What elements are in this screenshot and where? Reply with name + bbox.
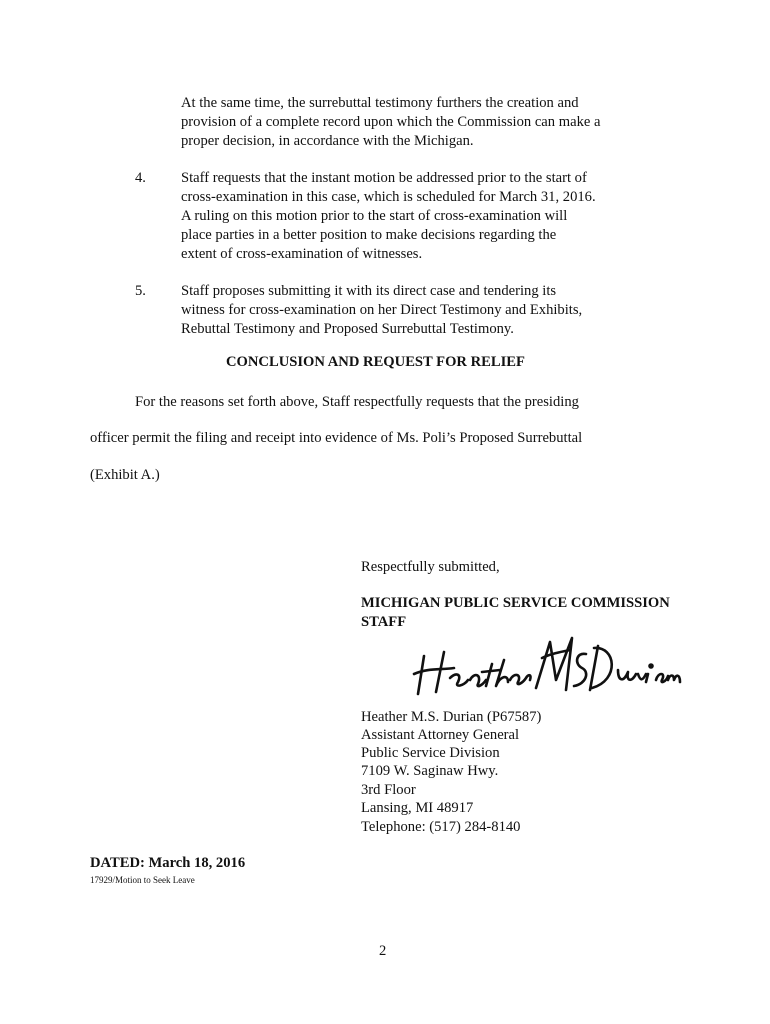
organization-name: MICHIGAN PUBLIC SERVICE COMMISSION STAFF xyxy=(361,595,670,630)
document-code: 17929/Motion to Seek Leave xyxy=(90,875,195,885)
dated-line: DATED: March 18, 2016 xyxy=(90,855,246,871)
signer-division: Public Service Division xyxy=(361,745,500,761)
telephone: Telephone: (517) 284-8140 xyxy=(361,819,521,835)
item-5-text: Staff proposes submitting it with its direct case and tendering its witness for cross-examination on her Direct Testimony and Exhibits, Rebuttal Testimony and Proposed Surrebuttal Testimony. xyxy=(181,283,583,337)
page-number: 2 xyxy=(379,943,387,959)
closing-text: Respectfully submitted, xyxy=(361,559,500,575)
item-5-number: 5. xyxy=(135,283,146,299)
address-city: Lansing, MI 48917 xyxy=(361,800,474,816)
conclusion-heading: CONCLUSION AND REQUEST FOR RELIEF xyxy=(226,354,525,370)
conclusion-line-1: For the reasons set forth above, Staff respectfully requests that the presiding xyxy=(135,394,579,410)
conclusion-line-3: (Exhibit A.) xyxy=(90,467,160,483)
conclusion-line-2: officer permit the filing and receipt into evidence of Ms. Poli’s Proposed Surrebuttal xyxy=(90,430,583,446)
signer-name: Heather M.S. Durian (P67587) xyxy=(361,709,542,725)
item-4-number: 4. xyxy=(135,170,146,186)
continuation-paragraph: At the same time, the surrebuttal testimony furthers the creation and provision of a complete record upon which the Commission can make a proper decision, in accordance with the Michigan. xyxy=(181,95,601,149)
signer-title: Assistant Attorney General xyxy=(361,727,520,743)
address-floor: 3rd Floor xyxy=(361,782,416,798)
address-street: 7109 W. Saginaw Hwy. xyxy=(361,763,499,779)
item-4-text: Staff requests that the instant motion be addressed prior to the start of cross-examination in this case, which is scheduled for March 31, 2016. A ruling on this motion prior to the start of cross-examination will place parties in a better position to make decisions regarding the extent of cross-examination of witnesses. xyxy=(181,170,596,262)
handwritten-signature xyxy=(410,628,682,702)
